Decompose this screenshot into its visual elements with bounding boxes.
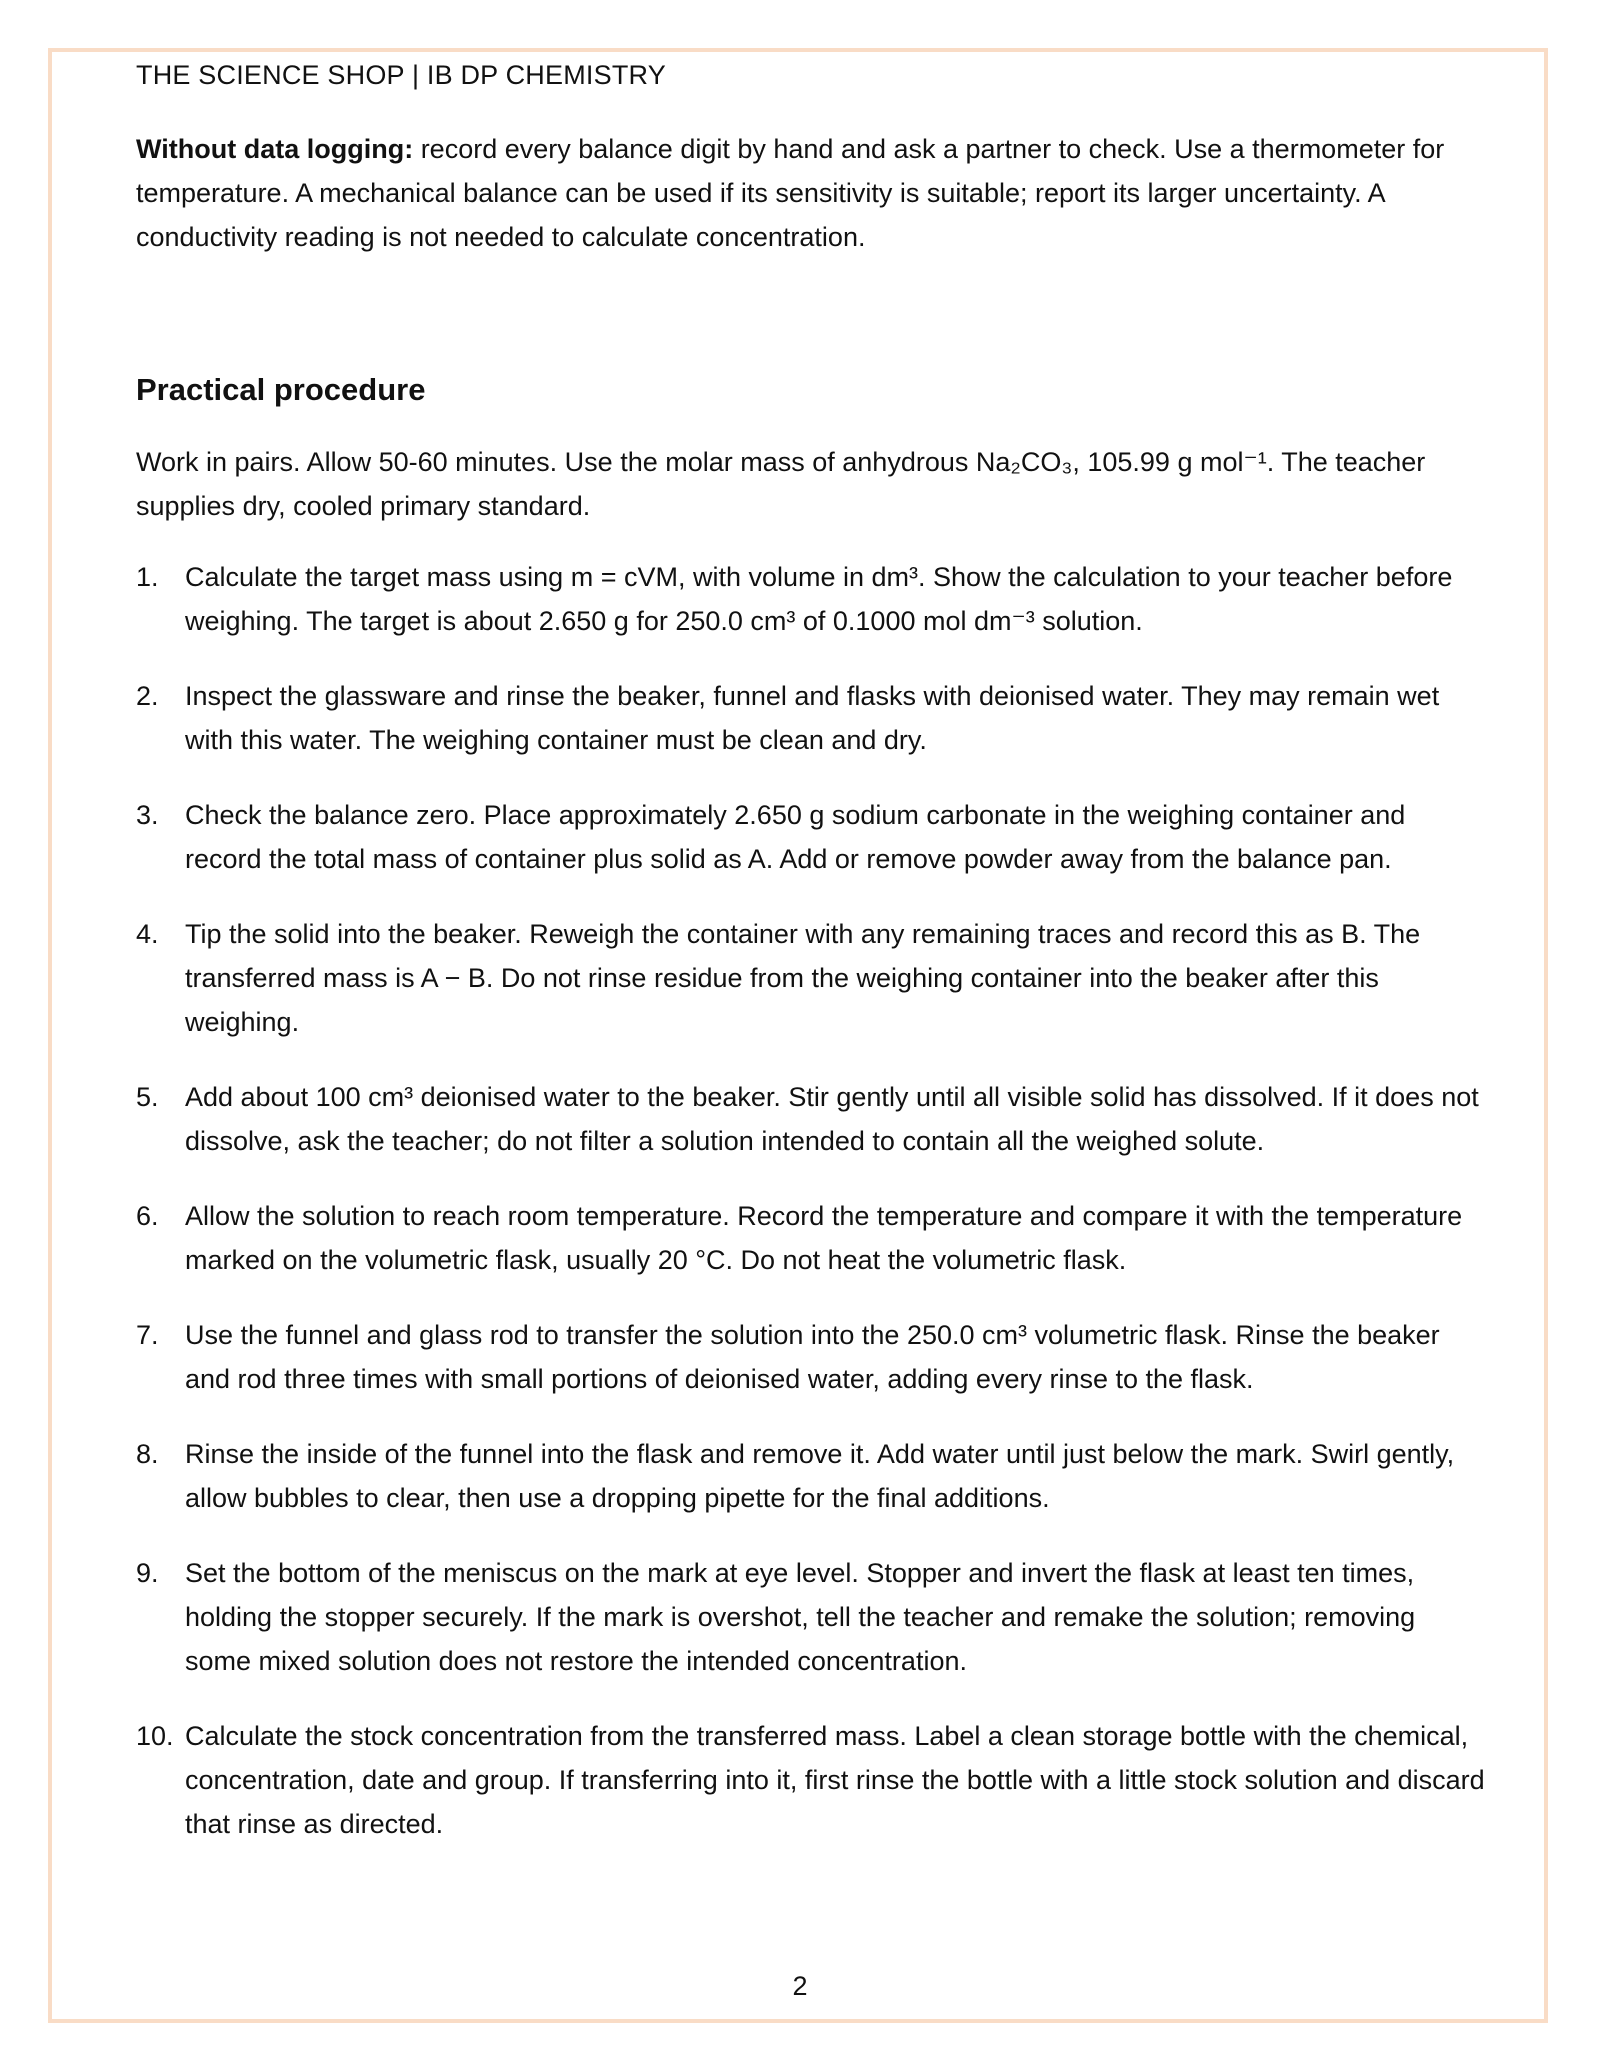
running-header: THE SCIENCE SHOP | IB DP CHEMISTRY <box>136 60 666 90</box>
step-text: Check the balance zero. Place approximately 2.650 g sodium carbonate in the weighing container and record the total mass of container plus solid as A. Add or remove powder away from the balance pan. <box>185 800 1406 874</box>
section-heading: Practical procedure <box>136 372 426 407</box>
step-text: Calculate the stock concentration from the transferred mass. Label a clean storage bottle with the chemical, concentration, date and group. If transferring into it, first rinse the bottle with a little stock solution and discard that rinse as directed. <box>185 1721 1485 1839</box>
step-text: Use the funnel and glass rod to transfer the solution into the 250.0 cm³ volumetric flask. Rinse the beaker and rod three times with small portions of deionised water, adding every rinse to the flask. <box>185 1320 1440 1394</box>
procedure-step <box>136 674 1486 762</box>
intro-bold-lead: Without data logging: <box>136 134 414 164</box>
step-text: Rinse the inside of the funnel into the flask and remove it. Add water until just below the mark. Swirl gently, allow bubbles to clear, then use a dropping pipette for the final additions. <box>185 1439 1455 1513</box>
page-number: 2 <box>792 1971 808 2001</box>
procedure-step <box>136 1075 1486 1163</box>
step-number: 2. <box>136 681 159 711</box>
step-text: Add about 100 cm³ deionised water to the beaker. Stir gently until all visible solid has dissolved. If it does not dissolve, ask the teacher; do not filter a solution intended to contain all the weighed solute. <box>185 1082 1479 1156</box>
step-number: 4. <box>136 919 159 949</box>
step-number: 8. <box>136 1439 159 1469</box>
procedure-step <box>136 1194 1486 1282</box>
intro-paragraph <box>136 127 1476 259</box>
procedure-step <box>136 1551 1486 1683</box>
step-text: Tip the solid into the beaker. Reweigh the container with any remaining traces and record this as B. The transferred mass is A − B. Do not rinse residue from the weighing container into the beaker after this weighing. <box>185 919 1421 1037</box>
procedure-step <box>136 555 1486 643</box>
step-number: 7. <box>136 1320 159 1350</box>
procedure-step <box>136 912 1486 1044</box>
procedure-step <box>136 1432 1486 1520</box>
step-text: Set the bottom of the meniscus on the mark at eye level. Stopper and invert the flask at least ten times, holding the stopper securely. If the mark is overshot, tell the teacher and remake the solution; removing some mixed solution does not restore the intended concentration. <box>185 1558 1416 1676</box>
procedure-step <box>136 1714 1486 1846</box>
step-number: 3. <box>136 800 159 830</box>
intro-text: record every balance digit by hand and ask a partner to check. Use a thermometer for temperature. A mechanical balance can be used if its sensitivity is suitable; report its larger uncertainty. A conductivity reading is not needed to calculate concentration. <box>136 134 1445 252</box>
step-text: Inspect the glassware and rinse the beaker, funnel and flasks with deionised water. They may remain wet with this water. The weighing container must be clean and dry. <box>185 681 1440 755</box>
procedure-step <box>136 1313 1486 1401</box>
step-number: 6. <box>136 1201 159 1231</box>
step-text: Allow the solution to reach room temperature. Record the temperature and compare it with the temperature marked on the volumetric flask, usually 20 °C. Do not heat the volumetric flask. <box>185 1201 1463 1275</box>
step-number: 10. <box>136 1721 174 1751</box>
procedure-steps-list <box>136 555 1486 1877</box>
procedure-step <box>136 793 1486 881</box>
step-number: 1. <box>136 562 159 592</box>
section-lead-paragraph: Work in pairs. Allow 50-60 minutes. Use the molar mass of anhydrous Na₂CO₃, 105.99 g mol⁻¹. The teacher supplies dry, cooled primary standard. <box>136 447 1426 521</box>
step-number: 5. <box>136 1082 159 1112</box>
step-text: Calculate the target mass using m = cVM, with volume in dm³. Show the calculation to your teacher before weighing. The target is about 2.650 g for 250.0 cm³ of 0.1000 mol dm⁻³ solution. <box>185 562 1453 636</box>
step-number: 9. <box>136 1558 159 1588</box>
